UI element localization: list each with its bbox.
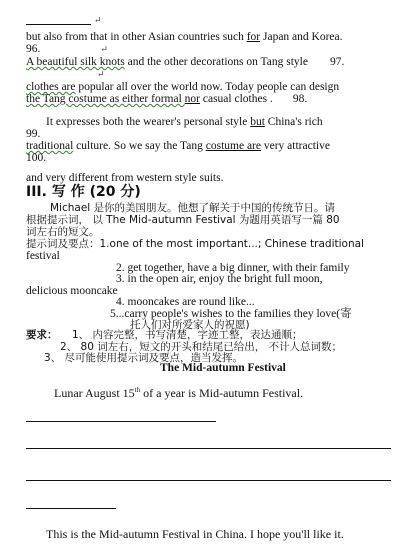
hint-3b: delicious mooncake: [26, 285, 118, 297]
blank-number-99: 99.: [26, 128, 41, 140]
passage-line-3: A beautiful silk knots and the other decorations on Tang style 97.: [26, 56, 345, 68]
essay-opening: Lunar August 15th of a year is Mid-autumn Festival.: [54, 386, 304, 400]
requirement-3: 3、 尽可能使用提示词及要点，造当发挥。: [44, 352, 244, 364]
hint-line-1b: festival: [26, 250, 60, 262]
prompt-line-1: Michael 是你的美国朋友。他想了解关于中国的传统节日。请: [50, 202, 336, 214]
hint-5a: 5...carry people's wishes to the families they love(寄: [110, 308, 352, 320]
passage-line-5: the Tang costume as either formal nor casual clothes . 98.: [26, 93, 308, 105]
hint-4: 4. mooncakes are round like...: [116, 296, 255, 308]
hint-3a: 3. in the open air, enjoy the bright full moon,: [116, 273, 323, 285]
requirements-label: 要求：: [26, 329, 58, 341]
return-mark: ↵: [94, 15, 102, 25]
passage-line-6: It expresses both the wearer's personal style but China's rich: [46, 116, 323, 128]
passage-line-7: traditional culture. So we say the Tang costume are very attractive: [26, 140, 330, 152]
hint-2: 2. get together, have a big dinner, with their family: [116, 262, 350, 274]
blank-number-100: 100.: [26, 152, 47, 164]
essay-closing: This is the Mid-autumn Festival in China. I hope you'll like it.: [46, 527, 344, 541]
return-line: ↵: [97, 69, 105, 79]
writing-line-1: [26, 421, 216, 422]
top-blank-line: [26, 24, 91, 25]
writing-line-2: [26, 448, 391, 449]
passage-line-1: but also from that in other Asian countries such for Japan and Korea.: [26, 31, 343, 43]
passage-line-8: and very different from western style suits.: [26, 172, 224, 184]
passage-line-4: clothes are popular all over the world now. Today people can design: [26, 81, 340, 93]
requirement-1: 1、 内容完整，书写清楚，字迹工整，表达通顺；: [72, 329, 303, 341]
writing-line-3: [26, 480, 391, 481]
essay-title: The Mid-autumn Festival: [160, 362, 286, 374]
writing-line-4: [26, 508, 116, 509]
blank-number-96: 96. ↵: [26, 43, 108, 55]
prompt-line-3: 词左右的短文。: [26, 226, 100, 238]
hint-line-1: 提示词及要点：1.one of the most important...; Chinese traditional: [26, 238, 364, 250]
requirement-2: 2、 80 词左右，短文的开头和结尾已给出， 不计人总词数；: [60, 341, 343, 353]
prompt-line-2: 根据提示词， 以 The Mid-autumn Festival 为题用英语写一篇 80: [26, 214, 340, 226]
hint-5b: 托人们对所爱家人的祝愿): [130, 319, 250, 331]
section-title-writing: III. 写 作 (20 分): [26, 184, 141, 200]
